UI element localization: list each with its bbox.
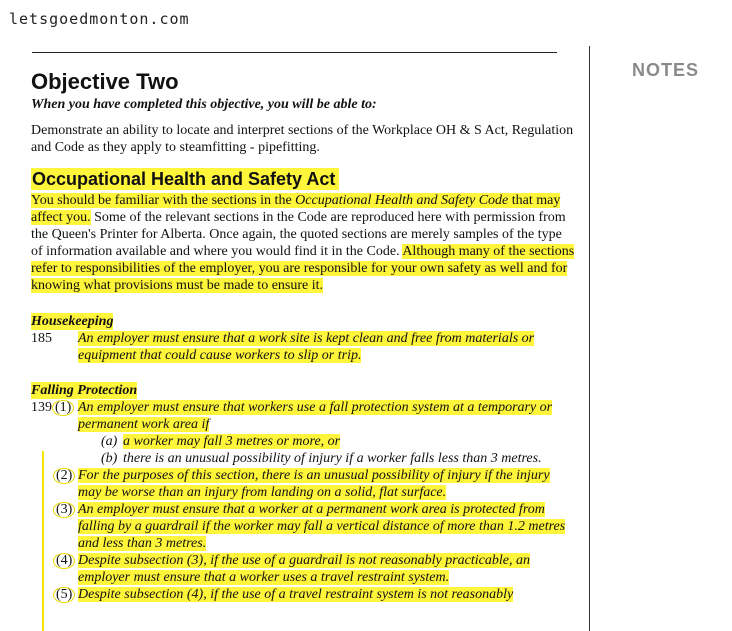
subsection-number: (2) xyxy=(53,468,75,484)
ohs-highlight-3: Although many of the sections refer to responsibilities of the employer, you are responsible for your own safety as well and for knowing what provisions must be made to ensure it. xyxy=(31,244,575,293)
section-139-4 xyxy=(31,552,576,586)
watermark: letsgoedmonton.com xyxy=(9,10,190,28)
subsection-number-wrap xyxy=(31,467,78,501)
subsection-number: (4) xyxy=(53,553,75,569)
page-content xyxy=(31,68,576,603)
subsection-number-wrap xyxy=(31,552,78,586)
section-text xyxy=(78,467,576,501)
ohs-heading: Occupational Health and Safety Act xyxy=(31,168,339,190)
sub-item-text: there is an unusual possibility of injury if a worker falls less than 3 metres. xyxy=(123,451,542,466)
section-text xyxy=(78,399,576,433)
ohs-highlight-1: You should be familiar with the sections in the xyxy=(31,193,296,208)
objective-title: Objective Two xyxy=(31,69,179,94)
objective-lead: When you have completed this objective, you will be able to: xyxy=(31,97,377,112)
sub-item-number: (a) xyxy=(101,434,118,449)
ohs-paragraph xyxy=(31,192,576,294)
subsection-text: Despite subsection (3), if the use of a guardrail is not reasonably practicable, an employer must ensure that a worker uses a travel restraint system. xyxy=(78,553,530,585)
section-185 xyxy=(31,330,576,364)
section-139-2 xyxy=(31,467,576,501)
subsection-number: (5) xyxy=(53,587,75,603)
top-rule xyxy=(32,52,557,53)
subsection-number-wrap xyxy=(31,501,78,552)
notes-label: NOTES xyxy=(632,60,700,80)
sub-item-text xyxy=(123,433,576,450)
section-139-1 xyxy=(31,399,576,433)
falling-heading: Falling Protection xyxy=(31,383,138,398)
ohs-body: Some of the relevant sections in the Code are reproduced here with permission from the Queen's Printer for Alberta. Once again, the quoted sections are merely samples of the type of information available and where you would find it in the Code. xyxy=(31,210,566,259)
section-text xyxy=(78,586,576,603)
sub-item-b xyxy=(31,450,576,467)
section-139-3 xyxy=(31,501,576,552)
section-text xyxy=(78,501,576,552)
subsection-text: For the purposes of this section, there is an unusual possibility of injury if the injury may be worse than an injury from landing on a solid, flat surface. xyxy=(78,468,550,500)
ohs-code-title: Occupational Health and Safety Code xyxy=(295,193,509,208)
section-number xyxy=(31,399,78,433)
ohs-highlight-2: that may affect you. xyxy=(31,193,561,225)
subsection-number: (3) xyxy=(53,502,75,518)
subsection-text: Despite subsection (4), if the use of a travel restraint system is not reasonably xyxy=(78,587,514,602)
section-number-139: 139 xyxy=(31,400,52,415)
section-text xyxy=(78,330,576,364)
housekeeping-heading: Housekeeping xyxy=(31,314,114,329)
section-139-5 xyxy=(31,586,576,603)
objective-intro: Demonstrate an ability to locate and interpret sections of the Workplace OH & S Act, Regulation and Code as they apply to steamfitting - pipefitting. xyxy=(31,123,574,155)
sub-item-highlight: a worker may fall 3 metres or more, or xyxy=(123,434,341,449)
subsection-text: An employer must ensure that a worker at a permanent work area is protected from falling by a guardrail if the worker may fall a vertical distance of more than 1.2 metres and less than 3 metres. xyxy=(78,502,566,551)
subsection-text: An employer must ensure that workers use a fall protection system at a temporary or permanent work area if xyxy=(78,400,553,432)
subsection-number: (1) xyxy=(52,400,74,416)
housekeeping-text: An employer must ensure that a work site is kept clean and free from materials or equipment that could cause workers to slip or trip. xyxy=(78,331,535,363)
subsection-number-wrap xyxy=(31,586,78,603)
section-text xyxy=(78,552,576,586)
column-divider xyxy=(589,46,590,631)
section-number: 185 xyxy=(31,331,52,346)
sub-item-number: (b) xyxy=(101,451,118,466)
sub-item-a xyxy=(31,433,576,450)
